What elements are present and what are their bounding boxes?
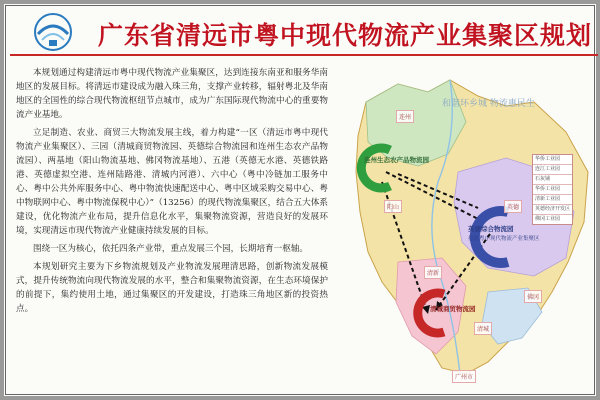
cluster-label-yingde: 英德综合物流园 <box>468 225 514 233</box>
list-item: 佛冈工业园 <box>535 216 561 222</box>
cluster-label-qingcheng: 清城商贸物流园 <box>430 305 476 313</box>
place-label: 清新 <box>424 266 442 279</box>
page-title: 广东省清远市粤中现代物流产业集聚区规划 <box>98 21 593 50</box>
cluster-label-lianzhou: 连州生态农产品物流园 <box>364 156 429 164</box>
place-label: 连州 <box>396 110 414 123</box>
association-logo-icon <box>16 12 90 52</box>
list-item: 华侨工业园 <box>533 155 572 165</box>
header <box>10 10 598 56</box>
paragraph: 围绕一区为核心，依托四条产业带，重点发展三个园，长期培育一枢轴。 <box>33 244 309 254</box>
list-item: 英德经济开发区 <box>533 205 572 215</box>
industrial-park-list <box>532 154 573 225</box>
place-label: 英德 <box>504 200 522 213</box>
place-label: 阳山 <box>384 200 402 213</box>
place-label: 佛冈 <box>524 290 542 303</box>
paragraph: 本规划研究主要为下乡物流规划及产业物流发展理清思路，创新物流发展模式，提升传统物流向现代物流发展的水平，整合和集聚物流资源，在生态环境保护的前提下，集约使用土地，通过集聚区的开发建设，打造珠三角地区新的投资热点。 <box>16 262 328 314</box>
paragraph: 立足制造、农业、商贸三大物流发展主线，着力构建“一区（清远市粤中现代物流产业集聚区）、三园（清城商贸物流园、英德综合物流园和连州生态农产品物流园）、两基地（阳山物流基地、佛冈物流基地）、五港（英德无水港、英德铁路港、英德虚拟空港、连州陆路港、清城内河港）、六中心（粤中冷链加工服务中心、粤中公共外库服务中心、粤中物流快速配送中心、粤中区域采购交易中心、粤中物联网中心、粤中物流保税中心）”（13256）的现代物流集聚区，结合五大体系建设，优化物流产业布局，提升信息化水平，集聚物流资源，营造良好的发展环境，实现清远市现代物流产业健康持续发展的目标。 <box>16 128 328 236</box>
list-item: 华侨工业园 <box>533 185 572 195</box>
region-map <box>338 62 596 392</box>
place-label: 广州市 <box>452 370 476 383</box>
list-item: 清新工业园 <box>533 195 572 205</box>
cluster-subtitle-yingde: 打造粤中现代物流产业集聚区 <box>468 236 540 242</box>
list-item: 石灰铺 <box>533 175 572 185</box>
paragraph: 本规划通过构建清远市粤中现代物流产业集聚区，达到连接东南亚和服务华南地区的发展目标。将清远市建设成为融入珠三角，支撑产业转移，辐射粤北及华南地区的全国性的综合现代物流枢纽节点城市，成为广东国际现代物流中心的重要物流产业基地。 <box>16 68 328 120</box>
place-label: 清城 <box>474 322 492 335</box>
map-slogan: 和谐环乡城 物流惠民生 <box>442 99 535 109</box>
list-item: 连江工业园 <box>533 165 572 175</box>
plan-description <box>16 66 328 391</box>
